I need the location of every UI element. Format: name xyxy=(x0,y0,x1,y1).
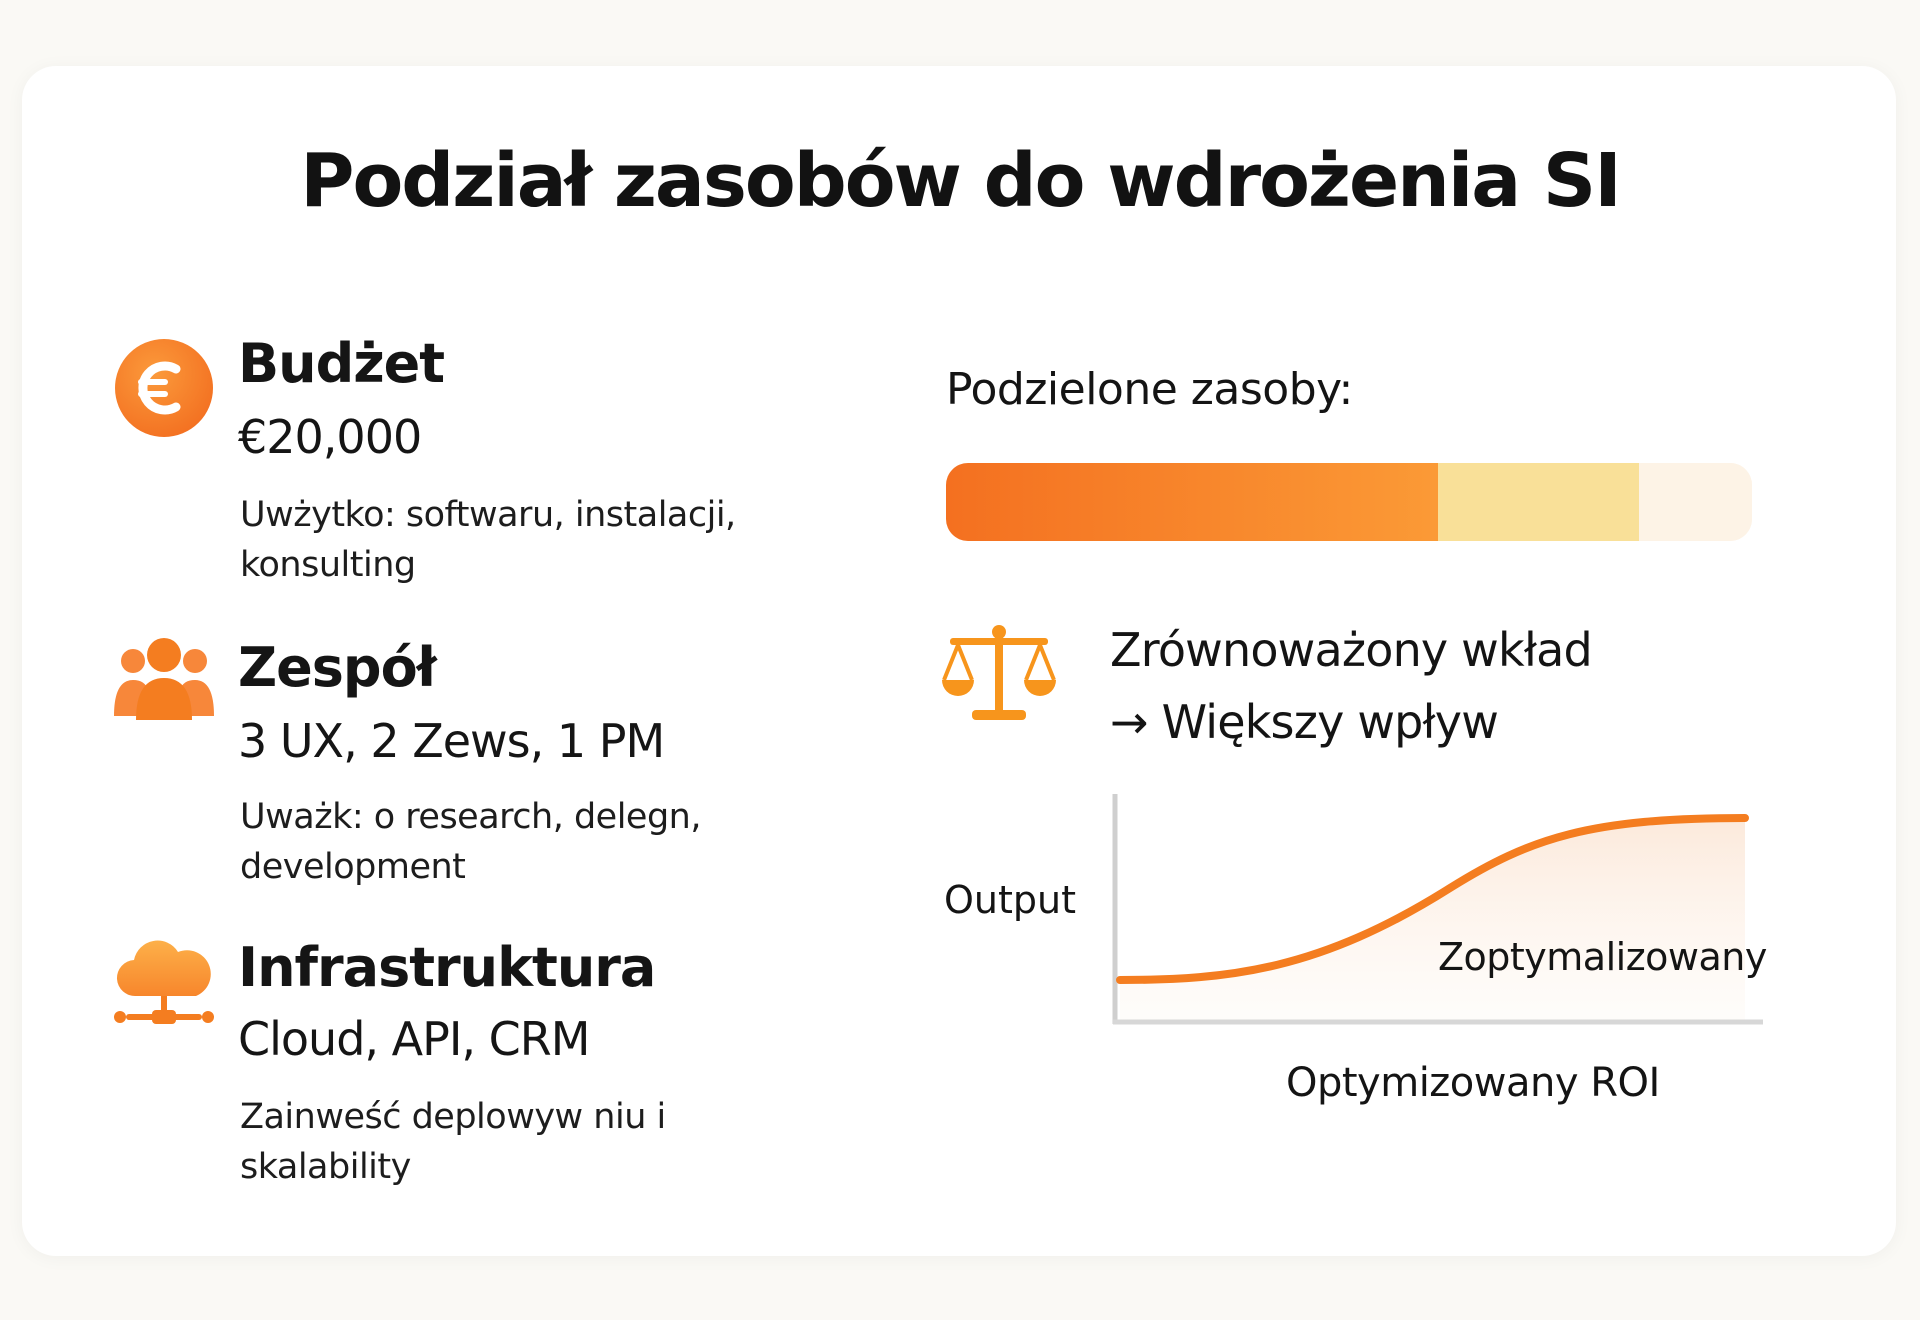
scales-icon xyxy=(940,618,1058,730)
balance-line-1: Zrównoważony wkład xyxy=(1110,623,1592,677)
allocation-bar xyxy=(946,463,1752,541)
chart-x-label: Optymizowany ROI xyxy=(1286,1060,1660,1106)
budget-heading: Budżet xyxy=(238,332,445,395)
allocation-segment-2 xyxy=(1438,463,1640,541)
euro-icon xyxy=(112,336,216,440)
infrastructure-description: Zainweść deplowyw niu i skalability xyxy=(240,1097,666,1187)
budget-value: €20,000 xyxy=(238,410,422,464)
curve-area xyxy=(1120,818,1745,1020)
team-value: 3 UX, 2 Zews, 1 PM xyxy=(238,714,665,768)
infrastructure-heading: Infrastruktura xyxy=(238,936,656,999)
balance-line-2: → Większy wpływ xyxy=(1110,695,1499,749)
infrastructure-value: Cloud, API, CRM xyxy=(238,1012,590,1066)
series-label: Zoptymalizowany xyxy=(1438,935,1767,979)
team-icon xyxy=(112,636,216,726)
allocation-segment-3 xyxy=(1639,463,1752,541)
cloud-network-icon xyxy=(112,932,216,1038)
allocation-segment-1 xyxy=(946,463,1438,541)
chart-y-label: Output xyxy=(944,878,1076,922)
allocation-label: Podzielone zasoby: xyxy=(946,364,1353,415)
budget-description: Uwżytko: softwaru, instalacji, konsulting xyxy=(240,495,736,585)
balance-caption xyxy=(1110,614,1592,758)
team-heading: Zespół xyxy=(238,636,436,699)
page-title: Podział zasobów do wdrożenia SI xyxy=(300,138,1620,224)
team-description: Uważk: o research, delegn, development xyxy=(240,797,701,887)
